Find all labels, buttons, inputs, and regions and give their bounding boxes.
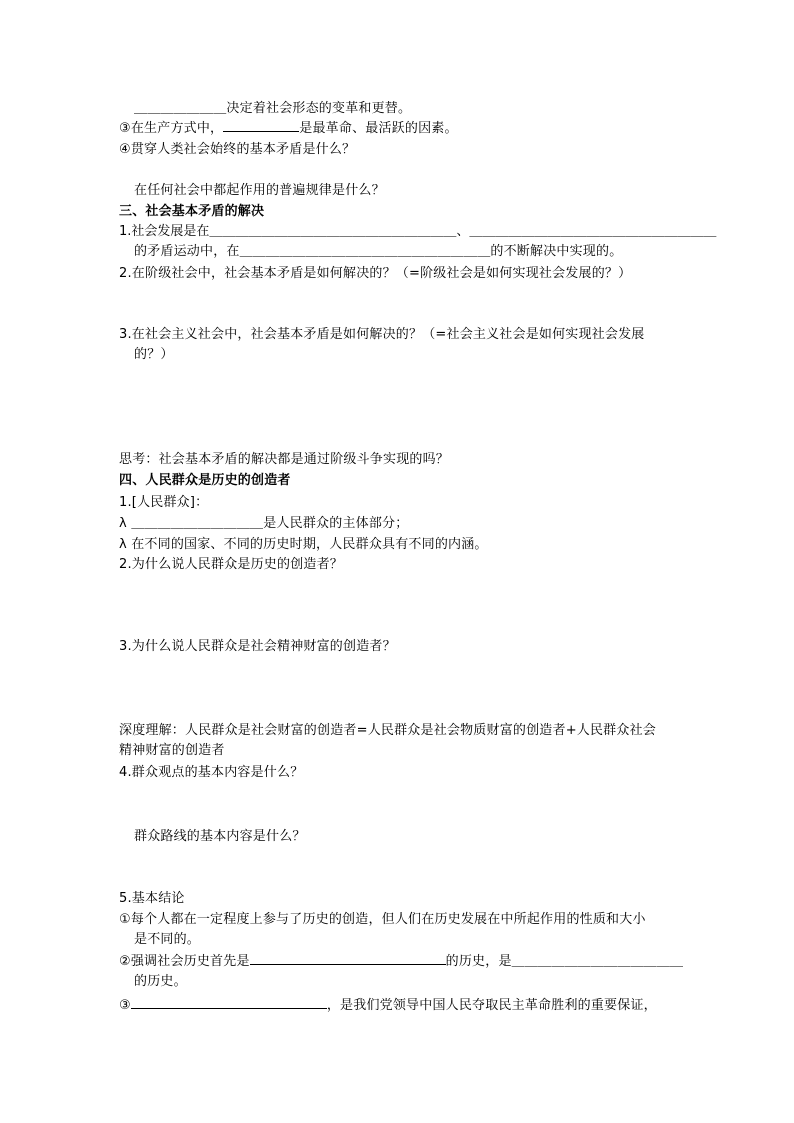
fill-blank <box>131 995 327 1009</box>
text-line: 1.社会发展是在＿＿＿＿＿＿＿＿＿＿＿＿＿＿＿＿＿＿＿、＿＿＿＿＿＿＿＿＿＿＿＿＿＿＿＿＿＿＿ <box>119 224 717 239</box>
text-line: ①每个人都在一定程度上参与了历史的创造，但人们在历史发展在中所起作用的性质和大小 <box>119 912 646 927</box>
section-heading: 三、社会基本矛盾的解决 <box>119 204 265 219</box>
text-segment: ③ <box>119 998 131 1013</box>
text-line: 的历史。 <box>134 974 187 989</box>
text-line <box>119 118 679 138</box>
text-line: 精神财富的创造者 <box>119 743 225 758</box>
text-segment: ②强调社会历史首先是 <box>119 954 250 969</box>
text-line: λ ＿＿＿＿＿＿＿＿＿＿是人民群众的主体部分； <box>119 516 409 531</box>
text-segment: 是最革命、最活跃的因素。 <box>299 121 458 136</box>
text-line <box>119 951 684 971</box>
fill-blank <box>250 951 446 965</box>
text-line: ④贯穿人类社会始终的基本矛盾是什么？ <box>119 142 356 157</box>
text-line: 深度理解：人民群众是社会财富的创造者=人民群众是社会物质财富的创造者+人民群众社会 <box>119 723 656 738</box>
text-line: λ 在不同的国家、不同的历史时期，人民群众具有不同的内涵。 <box>119 537 488 552</box>
text-line: 2.在阶级社会中，社会基本矛盾是如何解决的？（=阶级社会是如何实现社会发展的？） <box>119 266 632 281</box>
text-segment: ③在生产方式中， <box>119 121 224 136</box>
text-line: 的矛盾运动中，在＿＿＿＿＿＿＿＿＿＿＿＿＿＿＿＿＿＿＿的不断解决中实现的。 <box>134 244 623 259</box>
text-line: 思考：社会基本矛盾的解决都是通过阶级斗争实现的吗？ <box>119 452 450 467</box>
text-line: 1.[人民群众]： <box>119 495 209 510</box>
text-line: 3.在社会主义社会中，社会基本矛盾是如何解决的？（=社会主义社会是如何实现社会发展 <box>119 327 645 342</box>
text-line: 3.为什么说人民群众是社会精神财富的创造者？ <box>119 639 396 654</box>
text-line: 2.为什么说人民群众是历史的创造者？ <box>119 557 344 572</box>
text-line: 5.基本结论 <box>119 891 185 906</box>
text-segment: ，是我们党领导中国人民夺取民主革命胜利的重要保证， <box>326 998 657 1013</box>
text-segment: 的历史，是＿＿＿＿＿＿＿＿＿＿＿＿＿ <box>445 954 684 969</box>
text-line: 在任何社会中都起作用的普遍规律是什么？ <box>134 183 385 198</box>
text-line <box>119 995 679 1015</box>
text-line: 是不同的。 <box>134 932 201 947</box>
text-line: 4.群众观点的基本内容是什么？ <box>119 765 304 780</box>
text-line: 的？） <box>134 347 174 362</box>
fill-blank <box>223 118 299 132</box>
text-line: 群众路线的基本内容是什么？ <box>134 829 306 844</box>
text-line: ＿＿＿＿＿＿＿决定着社会形态的变革和更替。 <box>134 101 412 116</box>
section-heading: 四、人民群众是历史的创造者 <box>119 473 291 488</box>
